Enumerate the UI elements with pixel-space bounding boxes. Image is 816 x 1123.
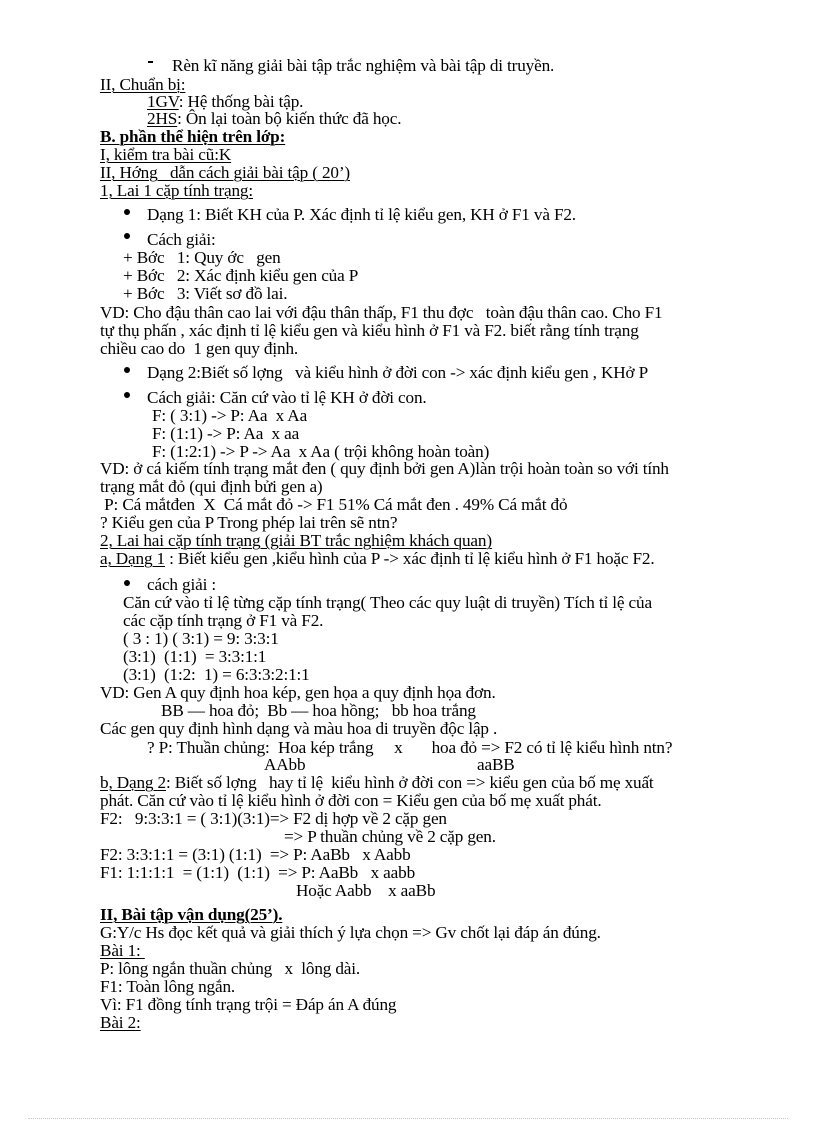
label-text: : Hệ thống bài tập. (178, 92, 304, 111)
text-line: ? Kiểu gen của P Trong phép lai trên sẽ ntn? (100, 513, 398, 532)
text-line: BB — hoa đỏ; Bb — hoa hồng; bb hoa trắng (161, 701, 476, 720)
text-line: F: (1:1) -> P: Aa x aa (152, 424, 300, 443)
text-line: chiều cao do 1 gen quy định. (100, 339, 299, 358)
text-line: F2: 3:3:1:1 = (3:1) (1:1) => P: AaBb x Aabb (100, 845, 411, 864)
text-line: (3:1) (1:2: 1) = 6:3:3:2:1:1 (123, 665, 310, 684)
text-line: Cách giải: Căn cứ vào tỉ lệ KH ở đời con. (147, 388, 427, 407)
dash-bullet-icon (148, 61, 153, 63)
bullet-icon (124, 233, 130, 239)
text-line: P: Cá mắtđen X Cá mắt đỏ -> F1 51% Cá mắt đen . 49% Cá mắt đỏ (100, 495, 568, 514)
text-line: + Bớc 3: Viết sơ đồ lai. (123, 284, 288, 303)
page-border (28, 1118, 788, 1119)
bullet-icon (124, 209, 130, 215)
text-line: P: lông ngắn thuần chủng x lông dài. (100, 959, 361, 978)
section-heading: II, Bài tập vận dụng(25’). (100, 905, 283, 924)
text-line: Căn cứ vào tỉ lệ từng cặp tính trạng( Theo các quy luật di truyền) Tích tỉ lệ của (123, 593, 652, 612)
text-line (100, 774, 654, 792)
text-line: Các gen quy định hình dạng và màu hoa di truyền độc lập . (100, 719, 498, 738)
text-line: ? P: Thuần chủng: Hoa kép trắng x hoa đỏ => F2 có tỉ lệ kiểu hình ntn? (147, 738, 673, 757)
text-line: F2: 9:3:3:1 = ( 3:1)(3:1)=> F2 dị hợp về 2 cặp gen (100, 809, 447, 828)
bullet-icon (124, 580, 130, 586)
exercise-label: Bài 2: (100, 1013, 141, 1032)
section-heading: II, Chuẩn bị: (100, 75, 186, 94)
label-text: : Biết kiểu gen ,kiểu hình của P -> xác định tỉ lệ kiểu hình ở F1 hoặc F2. (165, 549, 655, 568)
text-line: Dạng 2:Biết số lợng và kiểu hình ở đời con -> xác định kiểu gen , KHở P (147, 363, 648, 382)
text-line (100, 550, 655, 568)
section-heading: II, Hớng dẫn cách giải bài tập ( 20’) (100, 163, 350, 182)
text-line: Dạng 1: Biết KH của P. Xác định tỉ lệ kiểu gen, KH ở F1 và F2. (147, 205, 576, 224)
section-heading: 2, Lai hai cặp tính trạng (giải BT trắc nghiệm khách quan) (100, 531, 492, 550)
text-line: F1: Toàn lông ngắn. (100, 977, 236, 996)
label-text: : Biết số lợng hay tỉ lệ kiểu hình ở đời con => kiểu gen của bố mẹ xuất (165, 773, 654, 792)
text-line: Vì: F1 đồng tính trạng trội = Đáp án A đúng (100, 995, 397, 1014)
bullet-icon (124, 392, 130, 398)
text-line: các cặp tính trạng ở F1 và F2. (123, 611, 324, 630)
label: a, Dạng 1 (100, 549, 165, 568)
text-line: ( 3 : 1) ( 3:1) = 9: 3:3:1 (123, 629, 279, 648)
text-line: VD: Cho đậu thân cao lai với đậu thân thấp, F1 thu đợc toàn đậu thân cao. Cho F1 (100, 303, 663, 322)
text-line: tự thụ phấn , xác định tỉ lệ kiểu gen và kiểu hình ở F1 và F2. biết rằng tính trạng (100, 321, 639, 340)
text-line: VD: Gen A quy định hoa kép, gen họa a quy định họa đơn. (100, 683, 496, 702)
text-line: cách giải : (147, 575, 216, 594)
text-line: + Bớc 2: Xác định kiểu gen của P (123, 266, 359, 285)
text-line: Cách giải: (147, 230, 216, 249)
section-heading: I, kiểm tra bài cũ:K (100, 145, 232, 164)
genotype-label: aaBB (477, 755, 515, 774)
section-heading: 1, Lai 1 cặp tính trạng: (100, 181, 253, 200)
label: b, Dạng 2 (100, 773, 166, 792)
text-line: G:Y/c Hs đọc kết quả và giải thích ý lựa chọn => Gv chốt lại đáp án đúng. (100, 923, 601, 942)
exercise-label: Bài 1: (100, 941, 145, 960)
text-line: + Bớc 1: Quy ớc gen (123, 248, 281, 267)
text-line: (3:1) (1:1) = 3:3:1:1 (123, 647, 267, 666)
label-text: : Ôn lại toàn bộ kiến thức đã học. (177, 109, 402, 128)
text-line: trạng mắt đỏ (qui định bửi gen a) (100, 477, 323, 496)
text-line: => P thuần chủng về 2 cặp gen. (284, 827, 496, 846)
label: 1GV (147, 92, 179, 111)
text-line: F: ( 3:1) -> P: Aa x Aa (152, 406, 308, 425)
text-line: Rèn kĩ năng giải bài tập trắc nghiệm và bài tập di truyền. (172, 56, 555, 75)
bullet-icon (124, 367, 130, 373)
text-line: phát. Căn cứ vào tỉ lệ kiểu hình ở đời con = Kiểu gen của bố mẹ xuất phát. (100, 791, 602, 810)
text-line: F: (1:2:1) -> P -> Aa x Aa ( trội không hoàn toàn) (152, 442, 490, 461)
label: 2HS (147, 109, 178, 128)
text-line (147, 110, 401, 128)
genotype-label: AAbb (264, 755, 306, 774)
section-heading: B. phần thể hiện trên lớp: (100, 127, 286, 146)
text-line: F1: 1:1:1:1 = (1:1) (1:1) => P: AaBb x aabb (100, 863, 416, 882)
text-line: Hoặc Aabb x aaBb (296, 881, 436, 900)
text-line: VD: ở cá kiếm tính trạng mắt đen ( quy định bởi gen A)làn trội hoàn toàn so với tính (100, 459, 669, 478)
